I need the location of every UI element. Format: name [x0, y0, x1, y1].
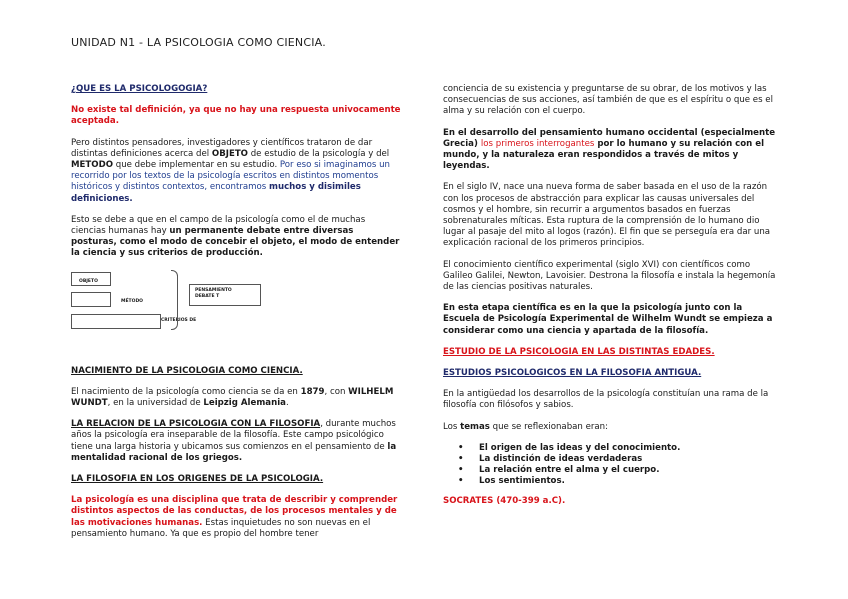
- etapa-paragraph: En esta etapa científica es en la que la psicología junto con la Escuela de Psicología Experimental de Wilhelm Wundt se empieza a considerar como una ciencia y apartada de la filosofía.: [443, 303, 773, 336]
- metodo-label: MÉTODO: [121, 298, 144, 304]
- socrates-heading: SOCRATES (470-399 a.C).: [443, 495, 566, 506]
- page-title: UNIDAD N1 - LA PSICOLOGIA COMO CIENCIA.: [71, 36, 326, 49]
- nacimiento-heading: NACIMIENTO DE LA PSICOLOGIA COMO CIENCIA.: [71, 365, 303, 376]
- definitions-paragraph: Pero distintos pensadores, investigadores y científicos trataron de dar distintas definiciones acerca del OBJETO de estudio de la psicología y del METODO que debe implementar en su estudio. Por eso si imaginamos un recorrido por los textos de la psicología escritos en distintos momentos históricos y distintos contextos, encontramos muchos y disimiles definiciones.: [71, 137, 390, 204]
- list-item: • Los sentimientos.: [479, 476, 778, 487]
- filosofia-heading: LA FILOSOFIA EN LOS ORIGENES DE LA PSICOLOGIA.: [71, 474, 324, 485]
- concept-diagram: [71, 270, 401, 348]
- left-column: [71, 84, 401, 550]
- relacion-paragraph: LA RELACION DE LA PSICOLOGIA CON LA FILOSOFIA, durante muchos años la psicología era inseparable de la filosofía. Este campo psicológico tiene una larga historia y ubicamos sus comienzos en el pensamiento de la mentalidad racional de los griegos.: [71, 419, 397, 463]
- brace-shape: [171, 270, 178, 330]
- filosofia-paragraph: La psicología es una disciplina que trata de describir y comprender distintos aspectos de las conductas, de los procesos mentales y de las motivaciones humanas. Estas inquietudes no son nuevas en el pensamiento humano. Ya que es propio del hombre tener: [71, 495, 398, 539]
- continuation-paragraph: conciencia de su existencia y preguntarse de su obrar, de los motivos y las consecuencias de sus acciones, así también de que es el espíritu o que es el alma y su relación con el cuerpo.: [443, 84, 773, 117]
- nacimiento-paragraph: El nacimiento de la psicología como ciencia se da en 1879, con WILHELM WUNDT, en la universidad de Leipzig Alemania.: [71, 386, 394, 409]
- right-column: [443, 84, 778, 517]
- topics-list: [443, 443, 778, 488]
- temas-paragraph: Los temas que se reflexionaban eran:: [443, 421, 609, 432]
- question-heading: ¿QUE ES LA PSICOLOGOGIA?: [71, 84, 208, 94]
- criterios-box: [71, 314, 161, 329]
- list-item: • La distinción de ideas verdaderas: [479, 454, 778, 465]
- estudio-heading: ESTUDIO DE LA PSICOLOGIA EN LAS DISTINTAS EDADES.: [443, 346, 715, 357]
- objeto-label: OBJETO: [79, 278, 98, 284]
- antiguedad-paragraph: En la antigüedad los desarrollos de la psicología constituían una rama de la filosofía con filósofos y sabios.: [443, 389, 769, 411]
- estudios-heading: ESTUDIOS PSICOLOGICOS EN LA FILOSOFIA ANTIGUA.: [443, 368, 702, 379]
- siglo-xvi-paragraph: El conocimiento científico experimental (siglo XVI) con científicos como Galileo Galilei, Newton, Lavoisier. Destrona la filosofía e instala la hegemonía de las ciencias positivas naturales.: [443, 259, 776, 293]
- list-item: • El origen de las ideas y del conocimiento.: [479, 443, 778, 454]
- list-item: • La relación entre el alma y el cuerpo.: [479, 465, 778, 476]
- pensamiento-label: PENSAMIENTO DEBATE T: [195, 287, 232, 299]
- siglo-iv-paragraph: En el siglo IV, nace una nueva forma de saber basada en el uso de la razón con los procesos de abstracción para explicar las causas universales del cosmos y el hombre, sin recurrir a argumentos basados en fuerzas sobrenaturales míticas. Esta ruptura de la comprensión de lo humano dio lugar al pasaje del mito al logos (razón). El fin que se perseguía era dar una explicación racional de los primeros principios.: [443, 182, 771, 249]
- no-definition-text: No existe tal definición, ya que no hay una respuesta univocamente aceptada.: [71, 105, 401, 127]
- debate-paragraph: Esto se debe a que en el campo de la psicología como el de muchas ciencias humanas hay un permanente debate entre diversas posturas, como el modo de concebir el objeto, el modo de entender la ciencia y sus criterios de producción.: [71, 214, 400, 259]
- metodo-box: [71, 292, 111, 307]
- criterios-label: CRITERIOS DE: [161, 317, 197, 323]
- occidental-paragraph: En el desarrollo del pensamiento humano occidental (especialmente Grecia) los primeros interrogantes por lo humano y su relación con el mundo, y la naturaleza eran respondidos a través de mitos y leyendas.: [443, 127, 776, 172]
